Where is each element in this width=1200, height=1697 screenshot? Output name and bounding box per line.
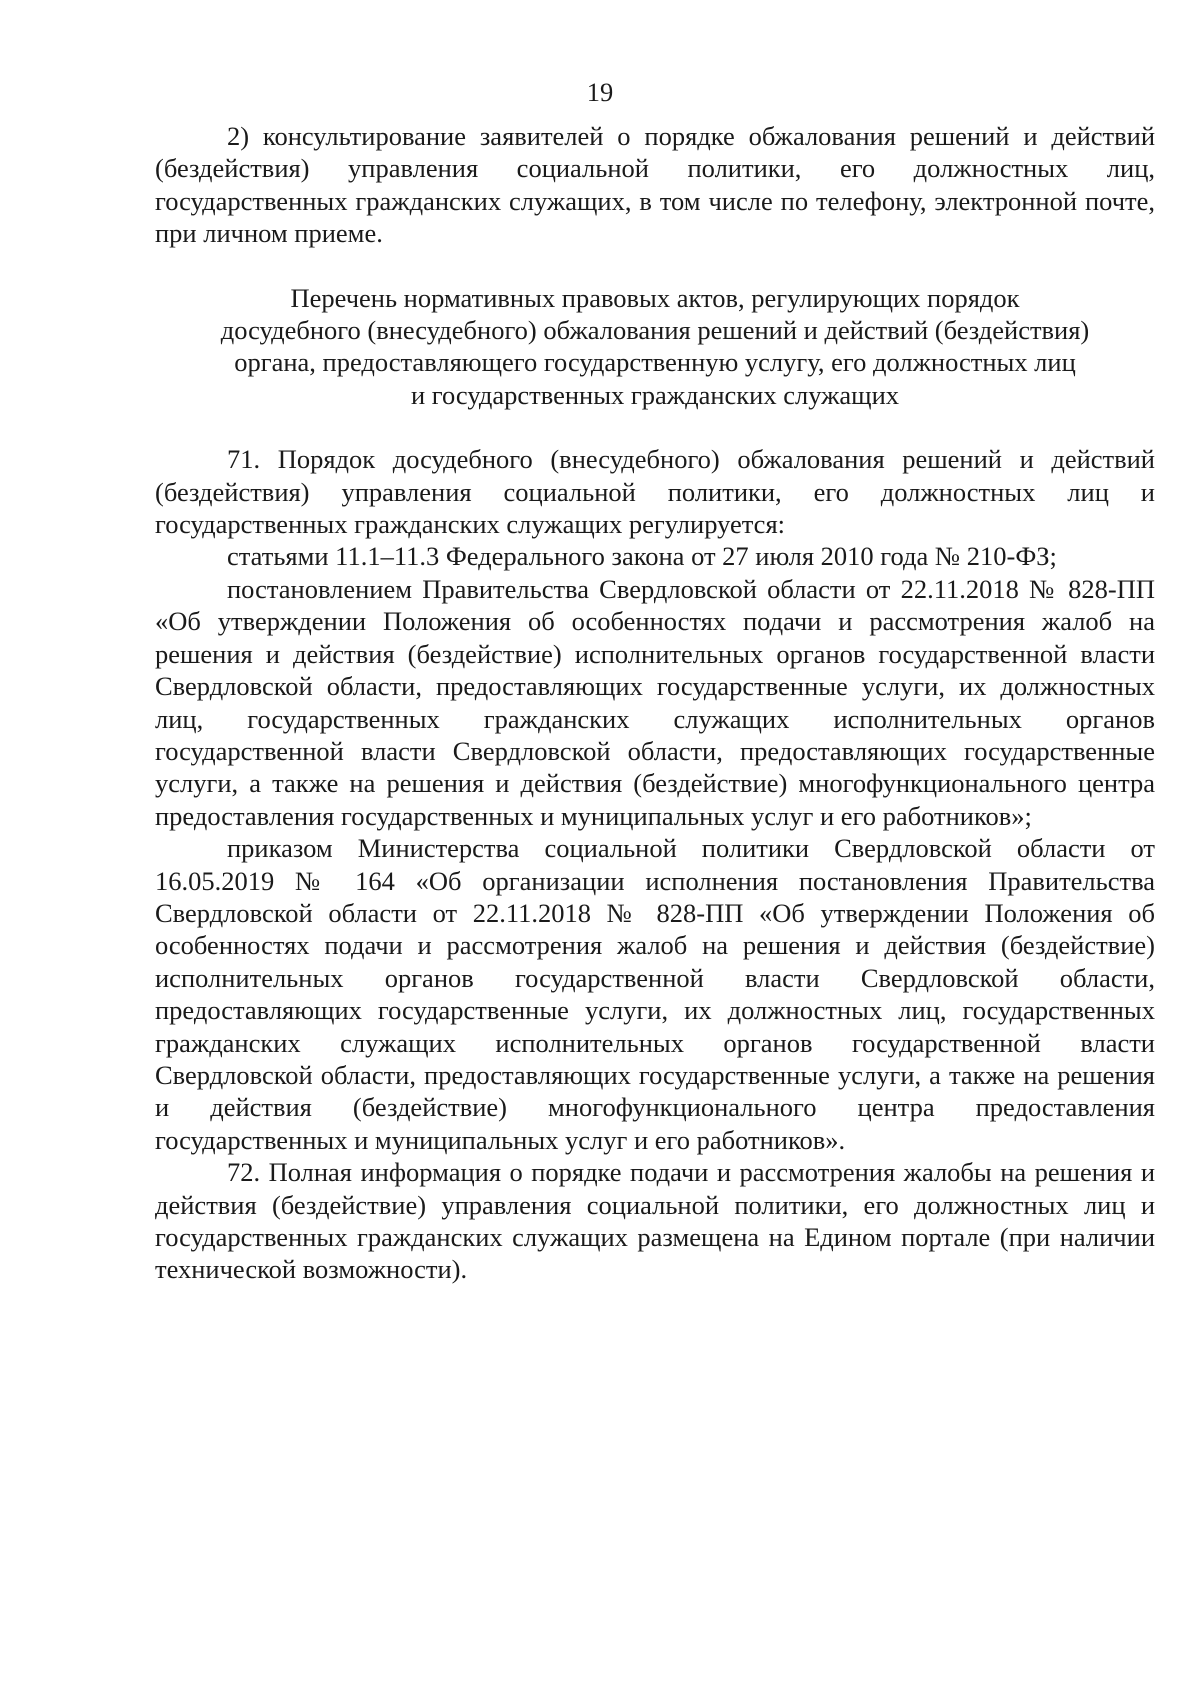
- paragraph-72: 72. Полная информация о порядке подачи и рассмотрения жалобы на решения и действия (бездействие) управления социальной политики, его должностных лиц и государственных гражданских служащих размещена на Едином портале (при наличии технической возможности).: [155, 1157, 1155, 1285]
- spacer: [155, 250, 1155, 282]
- paragraph-ministry-order: приказом Министерства социальной политики Свердловской области от 16.05.2019 № 164 «Об организации исполнения постановления Правительства Свердловской области от 22.11.2018 № 828-ПП «Об утверждении Положения об особенностях подачи и рассмотрения жалоб на решения и действия (бездействие) исполнительных органов государственной власти Свердловской области, предоставляющих государственные услуги, их должностных лиц, государственных гражданских служащих исполнительных органов государственной власти Свердловской области, предоставляющих государственные услуги, а также на решения и действия (бездействие) многофункционального центра предоставления государственных и муниципальных услуг и его работников».: [155, 833, 1155, 1155]
- section-heading-line: досудебного (внесудебного) обжалования решений и действий (бездействия): [220, 315, 1090, 346]
- section-heading-line: и государственных гражданских служащих: [410, 379, 900, 410]
- document-body: [155, 120, 1155, 1286]
- section-heading: [155, 282, 1155, 412]
- intro-paragraph: 2) консультирование заявителей о порядке обжалования решений и действий (бездействия) управления социальной политики, его должностных лиц, государственных гражданских служащих, в том числе по телефону, электронной почте, при личном приеме.: [155, 121, 1155, 249]
- paragraph-71: 71. Порядок досудебного (внесудебного) обжалования решений и действий (бездействия) управления социальной политики, его должностных лиц и государственных гражданских служащих регулируется:: [155, 444, 1155, 540]
- section-heading-line: органа, предоставляющего государственную услугу, его должностных лиц: [234, 347, 1076, 378]
- spacer: [155, 411, 1155, 443]
- section-heading-line: Перечень нормативных правовых актов, регулирующих порядок: [290, 282, 1020, 313]
- page-number: 19: [586, 77, 614, 107]
- paragraph-federal-law: статьями 11.1–11.3 Федерального закона от 27 июля 2010 года № 210-ФЗ;: [227, 541, 1057, 572]
- paragraph-government-decree: постановлением Правительства Свердловской области от 22.11.2018 № 828-ПП «Об утверждении Положения об особенностях подачи и рассмотрения жалоб на решения и действия (бездействие) исполнительных органов государственной власти Свердловской области, предоставляющих государственные услуги, их должностных лиц, государственных гражданских служащих исполнительных органов государственной власти Свердловской области, предоставляющих государственные услуги, а также на решения и действия (бездействие) многофункционального центра предоставления государственных и муниципальных услуг и его работников»;: [155, 573, 1155, 831]
